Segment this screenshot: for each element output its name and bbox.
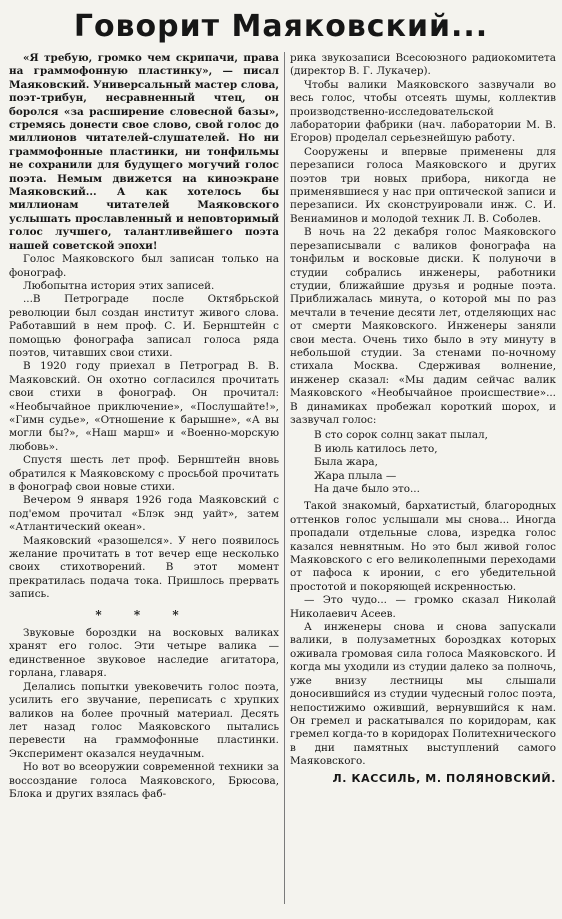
poem-line: Была жара, (314, 456, 378, 469)
paragraph: Но вот во всеоружии современной техники за воссоздание голоса Маяковского, Брюсова, Блока и других взялась фаб- (9, 761, 279, 800)
paragraph: Такой знакомый, бархатистый, благородных оттенков голос услышали мы снова... Иногда пропадали отдельные слова, изредка голос казался невнятным. Но это был живой голос Маяковского с его великолепными переходами от пафоса к иронии, с его убедительной простотой и покоряющей искренностью. (290, 500, 556, 593)
paragraph: ...В Петрограде после Октябрьской революции был создан институт живого слова. Работавший в нем проф. С. И. Бернштейн с помощью фонографа записал голоса ряда поэтов, читавших свои стихи. (9, 293, 279, 359)
paragraph: Спустя шесть лет проф. Бернштейн вновь обратился к Маяковскому с просьбой прочитать в фонограф свои новые стихи. (9, 454, 279, 493)
poem-line: На даче было это... (314, 483, 420, 495)
paragraph: Звуковые бороздки на восковых валиках хранят его голос. Эти четыре валика — единственное звуковое наследие агитатора, горлана, главаря. (9, 627, 279, 680)
poem-line: Жара плыла — (314, 469, 397, 482)
paragraph: А инженеры снова и снова запускали валики, в полузаметных бороздках которых оживала громовая сила голоса Маяковского. И когда мы уходили из студии далеко за полночь, уже внизу лестницы мы слышали доносившийся из студии чудесный голос поэта, непостижимо оживший, вернувшийся к нам. Он гремел и раскатывался по коридорам, как гремел когда-то в коридорах Политехнического в дни памятных выступлений самого Маяковского. (290, 621, 556, 768)
paragraph: Сооружены и впервые применены для перезаписи голоса Маяковского и других поэтов три новых прибора, никогда не применявшиеся у нас при оптической записи и перезаписи. Их сконструировали инж. С. И. Вениаминов и молодой техник Л. В. Соболев. (290, 145, 556, 225)
continued-paragraph: рика звукозаписи Всесоюзного радиокомитета (директор В. Г. Лукачер). (290, 52, 556, 78)
section-separator: * * * (95, 607, 193, 622)
author-signature: Л. КАССИЛЬ, М. ПОЛЯНОВСКИЙ. (332, 771, 556, 785)
paragraph: В 1920 году приехал в Петроград В. В. Маяковский. Он охотно согласился прочитать свои стихи в фонограф. Он прочитал: «Необычайное приключение», «Послушайте!», «Гимн судье», «Отношение к барышне», «А вы могли бы?», «Наш марш» и «Военно-морскую любовь». (9, 360, 279, 453)
paragraph: Чтобы валики Маяковского зазвучали во весь голос, чтобы отсеять шумы, коллектив производственно-исследовательской лаборатории фабрики (нач. лаборатории М. В. Егоров) проделал серьезнейшую работу. (290, 78, 556, 145)
paragraph: Делались попытки увековечить голос поэта, усилить его звучание, переписать с хрупких валиков на более прочный материал. Десять лет назад голос Маяковского пытались перевести на граммофонные пластинки. Эксперимент оказался неудачным. (9, 680, 279, 760)
column-divider (284, 52, 285, 904)
paragraph: Вечером 9 января 1926 года Маяковский с под'емом прочитал «Блэк энд уайт», затем «Атлантический океан». (9, 494, 279, 534)
paragraph: В ночь на 22 декабря голос Маяковского перезаписывали с валиков фонографа на тонфильм и восковые диски. К полуночи в студии собрались инженеры, работники студии, ближайшие друзья и родные поэта. Приближалась минута, о которой мы по раз мечтали в течение десяти лет, отделяющих нас от смерти Маяковского. Инженеры заняли свои места. Очень тихо было в эту минуту в небольшой студии. За стенами по-ночному стихала Москва. Сдерживая волнение, инженер сказал: «Мы дадим сейчас валик Маяковского «Необычайное происшествие»... В динамиках пробежал короткий шорох, и зазвучал голос: (290, 226, 556, 426)
paragraph: Любопытна история этих записей. (23, 279, 215, 292)
lead-paragraph: «Я требую, громко чем скрипачи, права на граммофонную пластинку», — писал Маяковский. Универсальный мастер слова, поэт-трибун, несравненный чтец, он боролся «за расширение словесной базы», стремясь донести свое слово, свой голос до миллионов читателей-слушателей. Но ни граммофонные пластинки, ни тонфильмы не сохранили для будущего могучий голос поэта. Немым движется на киноэкране Маяковский... А как хотелось бы миллионам читателей Маяковского услышать прославленный и неповторимый голос лучшего, талантливейшего поэта нашей советской эпохи! (9, 52, 279, 252)
paragraph: Маяковский «разошелся». У него появилось желание прочитать в тот вечер еще несколько своих стихотворений. В этот момент прекратилась подача тока. Пришлось прервать запись. (9, 534, 279, 601)
paragraph: Голос Маяковского был записан только на фонограф. (9, 253, 279, 279)
poem-line: В сто сорок солнц закат пылал, (314, 429, 488, 442)
paragraph: — Это чудо... — громко сказал Николай Николаевич Асеев. (290, 594, 556, 620)
left-column (9, 52, 279, 801)
article-title: Говорит Маяковский... (73, 9, 489, 44)
poem-quote (314, 429, 556, 496)
right-column (290, 52, 556, 785)
poem-line: В июль катилось лето, (314, 442, 438, 455)
